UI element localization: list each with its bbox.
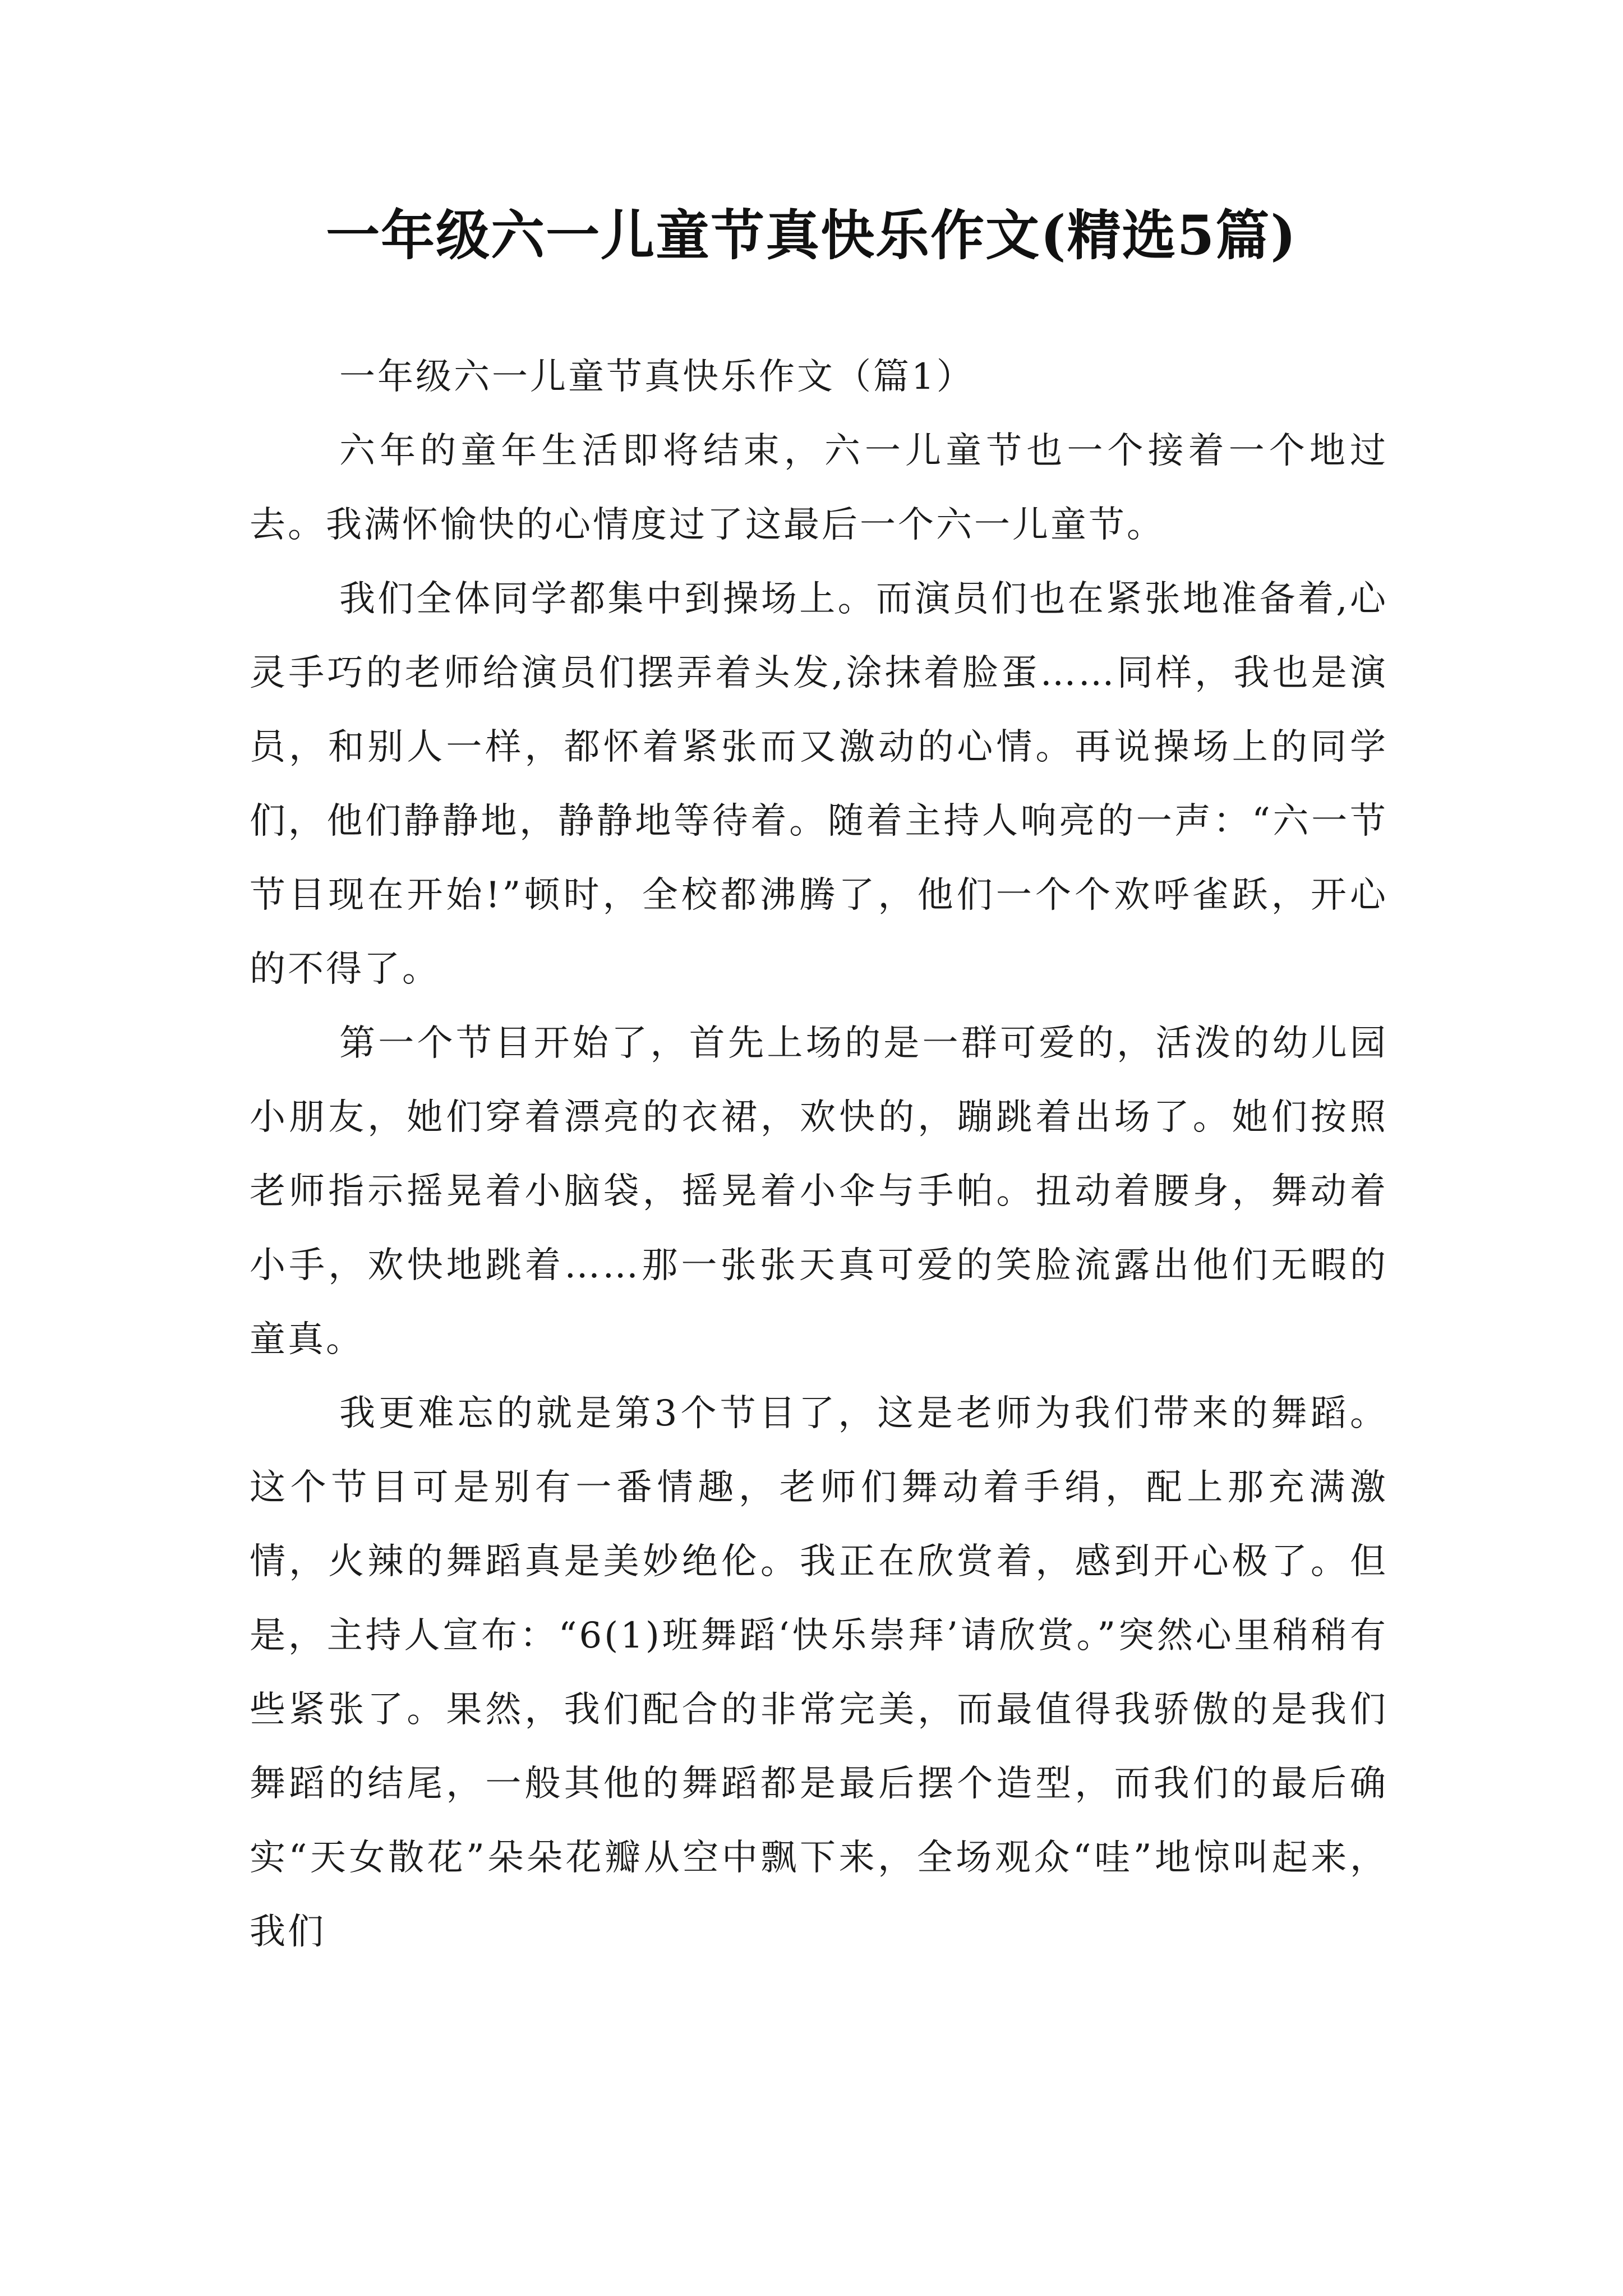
paragraph-4: 我更难忘的就是第3个节目了，这是老师为我们带来的舞蹈。这个节目可是别有一番情趣，老师们舞动着手绢，配上那充满激情，火辣的舞蹈真是美妙绝伦。我正在欣赏着，感到开心极了。但是，主持人宣布：“6(1)班舞蹈‘快乐崇拜’请欣赏。”突然心里稍稍有些紧张了。果然，我们配合的非常完美，而最值得我骄傲的是我们舞蹈的结尾，一般其他的舞蹈都是最后摆个造型，而我们的最后确实“天女散花”朵朵花瓣从空中飘下来，全场观众“哇”地惊叫起来，我们 xyxy=(250,1393,1388,1953)
paragraph-3: 第一个节目开始了，首先上场的是一群可爱的，活泼的幼儿园小朋友，她们穿着漂亮的衣裙，欢快的，蹦跳着出场了。她们按照老师指示摇晃着小脑袋，摇晃着小伞与手帕。扭动着腰身，舞动着小手，欢快地跳着……那一张张天真可爱的笑脸流露出他们无暇的童真。 xyxy=(250,1023,1388,1360)
section-heading: 一年级六一儿童节真快乐作文（篇1） xyxy=(339,356,975,398)
paragraph-2: 我们全体同学都集中到操场上。而演员们也在紧张地准备着,心灵手巧的老师给演员们摆弄着头发,涂抹着脸蛋……同样，我也是演员，和别人一样，都怀着紧张而又激动的心情。再说操场上的同学们，他们静静地，静静地等待着。随着主持人响亮的一声：“六一节节目现在开始!”顿时，全校都沸腾了，他们一个个欢呼雀跃，开心的不得了。 xyxy=(250,578,1388,990)
paragraph-1: 六年的童年生活即将结束，六一儿童节也一个接着一个地过去。我满怀愉快的心情度过了这最后一个六一儿童节。 xyxy=(250,430,1388,546)
document-title: 一年级六一儿童节真快乐作文(精选5篇) xyxy=(326,204,1297,267)
document-body xyxy=(250,340,1388,1969)
